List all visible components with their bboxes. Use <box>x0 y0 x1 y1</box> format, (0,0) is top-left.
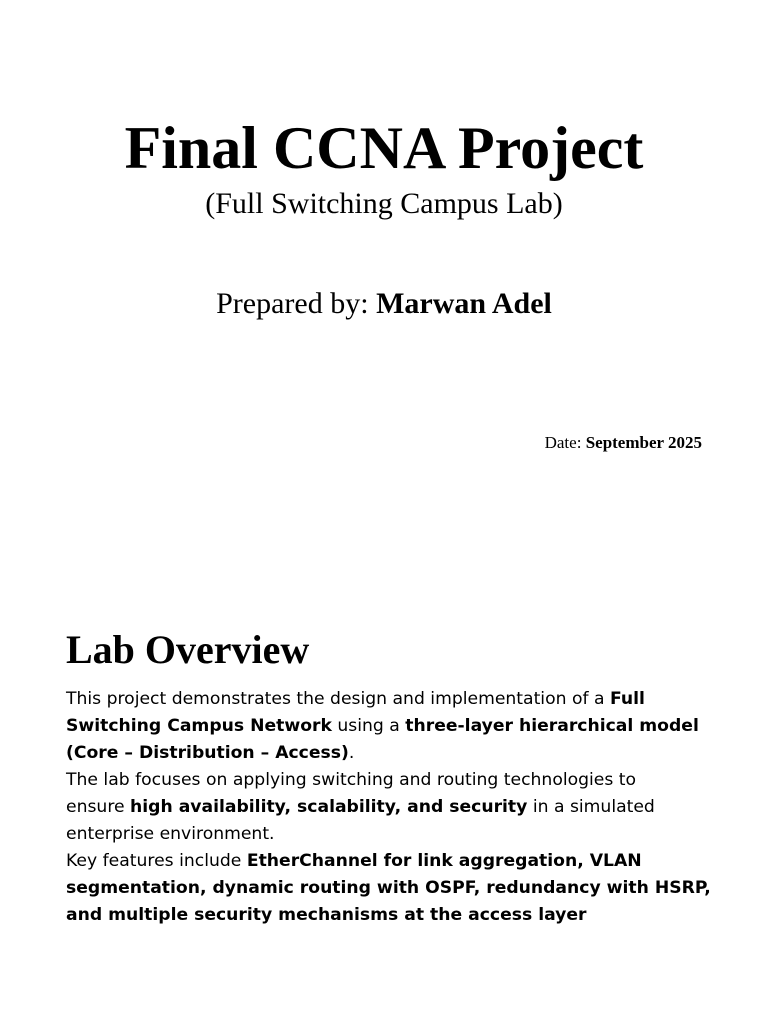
overview-bold-text: EtherChannel for link aggregation, VLAN <box>246 851 642 871</box>
overview-bold-text: segmentation, dynamic routing with OSPF, redundancy with HSRP, <box>66 878 711 898</box>
document-subtitle: (Full Switching Campus Lab) <box>205 187 563 220</box>
overview-line <box>66 848 706 875</box>
overview-bold-text: three-layer hierarchical model <box>405 716 699 736</box>
document-title: Final CCNA Project <box>124 115 644 181</box>
overview-paragraph <box>66 686 711 929</box>
date-label: Date: <box>544 433 582 452</box>
prepared-by-line <box>0 284 768 324</box>
section-heading-lab-overview: Lab Overview <box>66 627 310 672</box>
overview-line <box>66 794 706 821</box>
overview-line <box>66 902 706 929</box>
overview-text: ensure <box>66 797 131 817</box>
date-value: September 2025 <box>585 433 702 452</box>
overview-text: This project demonstrates the design and implementation of a <box>66 689 610 709</box>
prepared-by-label: Prepared by: <box>216 287 369 320</box>
overview-text: enterprise environment. <box>66 824 275 844</box>
overview-text: using a <box>331 716 406 736</box>
overview-line <box>66 713 706 740</box>
overview-line <box>66 686 706 713</box>
overview-bold-text: high availability, scalability, and security <box>130 797 528 817</box>
overview-bold-text: and multiple security mechanisms at the access layer <box>66 905 587 925</box>
date-line <box>545 431 702 455</box>
overview-line <box>66 740 706 767</box>
overview-text: in a simulated <box>527 797 655 817</box>
overview-bold-text: Full <box>609 689 645 709</box>
overview-line <box>66 821 706 848</box>
overview-line <box>66 767 706 794</box>
overview-bold-text: Switching Campus Network <box>66 716 332 736</box>
overview-text: The lab focuses on applying switching and routing technologies to <box>66 770 637 790</box>
author-name: Marwan Adel <box>376 287 552 320</box>
overview-text: . <box>348 743 355 763</box>
overview-line <box>66 875 711 902</box>
overview-bold-text: (Core – Distribution – Access) <box>66 743 349 763</box>
overview-text: Key features include <box>66 851 247 871</box>
